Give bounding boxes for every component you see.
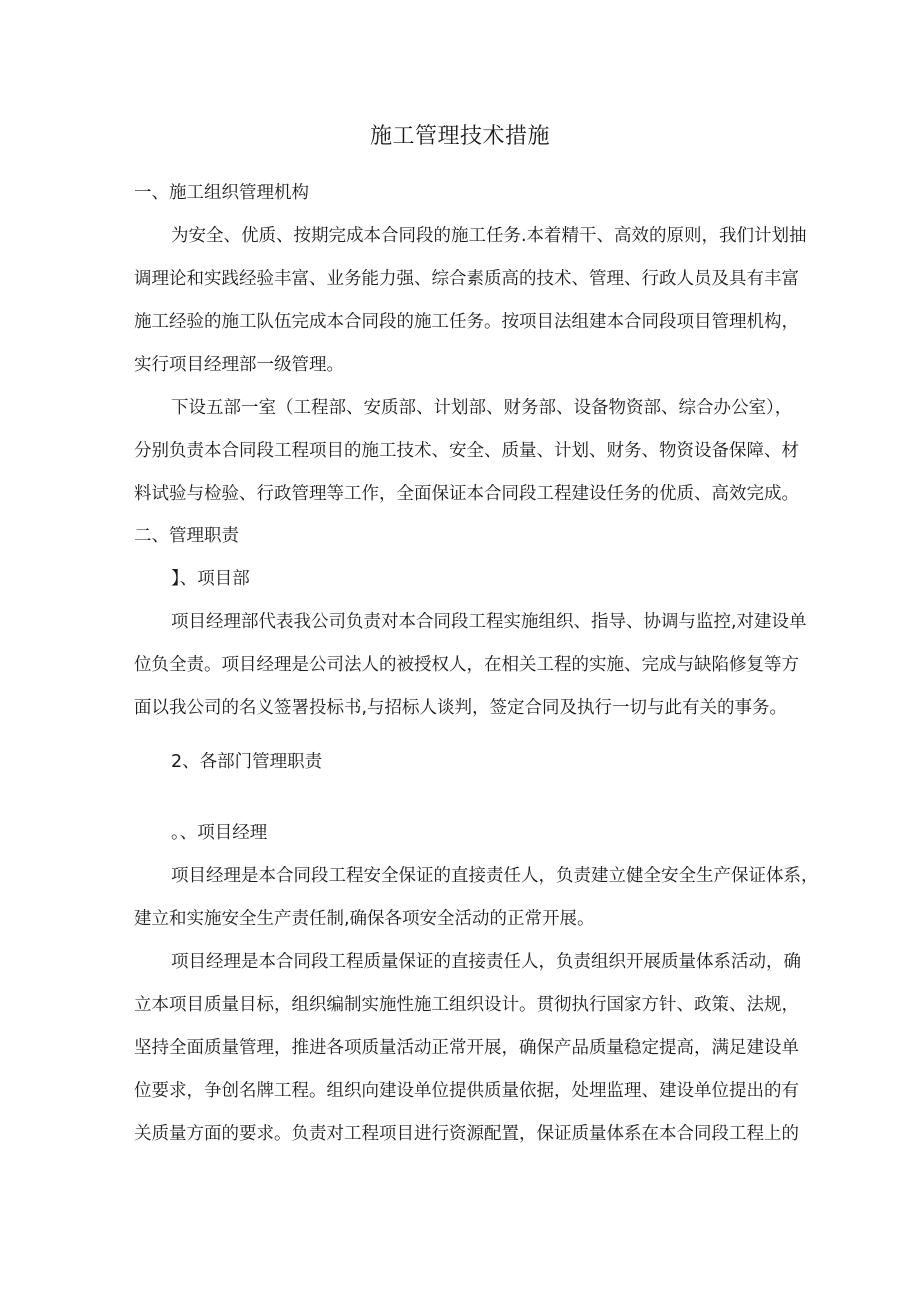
paragraph-line: 下设五部一室（工程部、安质部、计划部、财务部、设备物资部、综合办公室）， (171, 398, 793, 418)
paragraph-line: 建立和实施安全生产责任制,确保各项安全活动的正常开展。 (134, 909, 595, 929)
paragraph-line: 面以我公司的名义签署投标书,与招标人谈判，签定合同及执行一切与此有关的事务。 (134, 698, 788, 718)
paragraph-line: 分别负责本合同段工程项目的施工技术、安全、质量、计划、财务、物资设备保障、材 (134, 441, 799, 461)
paragraph-line: 料试验与检验、行政管理等工作，全面保证本合同段工程建设任务的优质、高效完成。 (134, 484, 799, 504)
subsection-heading: 】、项目部 (171, 569, 250, 589)
paragraph-line: 为安全、优质、按期完成本合同段的施工任务.本着精干、高效的原则，我们计划抽 (171, 226, 807, 246)
paragraph-line: 位负全责。项目经理是公司法人的被授权人，在相关工程的实施、完成与缺陷修复等方 (134, 655, 799, 675)
paragraph-line: 项目经理是本合同段工程安全保证的直接责任人，负责建立健全安全生产保证体系， (171, 866, 819, 886)
document-title: 施工管理技术措施 (369, 124, 550, 149)
paragraph-line: 立本项目质量目标，组织编制实施性施工组织设计。贯彻执行国家方针、政策、法规， (134, 995, 799, 1015)
paragraph-line: 项目经理是本合同段工程质量保证的直接责任人，负责组织开展质量体系活动，确 (171, 952, 801, 972)
section-heading-1: 一、施工组织管理机构 (134, 183, 309, 203)
section-heading-2: 二、管理职责 (134, 526, 239, 546)
paragraph-line: 项目经理部代表我公司负责对本合同段工程实施组织、指导、协调与监控,对建设单 (171, 612, 807, 632)
paragraph-line: 施工经验的施工队伍完成本合同段的施工任务。按项目法组建本合同段项目管理机构， (134, 312, 799, 332)
paragraph-line: 关质量方面的要求。负责对工程项目进行资源配置，保证质量体系在本合同段工程上的 (134, 1124, 799, 1144)
subsection-heading: 2、各部门管理职责 (171, 752, 323, 772)
paragraph-line: 调理论和实践经验丰富、业务能力强、综合素质高的技术、管理、行政人员及具有丰富 (134, 269, 799, 289)
paragraph-line: 位要求，争创名牌工程。组织向建设单位提供质量依据，处埋监理、建设单位提出的有 (134, 1081, 799, 1101)
subsection-heading: 。、项目经理 (171, 823, 268, 843)
paragraph-line: 坚持全面质量管理，推进各项质量活动正常开展，确保产品质量稳定提高，满足建设单 (134, 1038, 799, 1058)
paragraph-line: 实行项目经理部一级管理。 (134, 355, 344, 375)
